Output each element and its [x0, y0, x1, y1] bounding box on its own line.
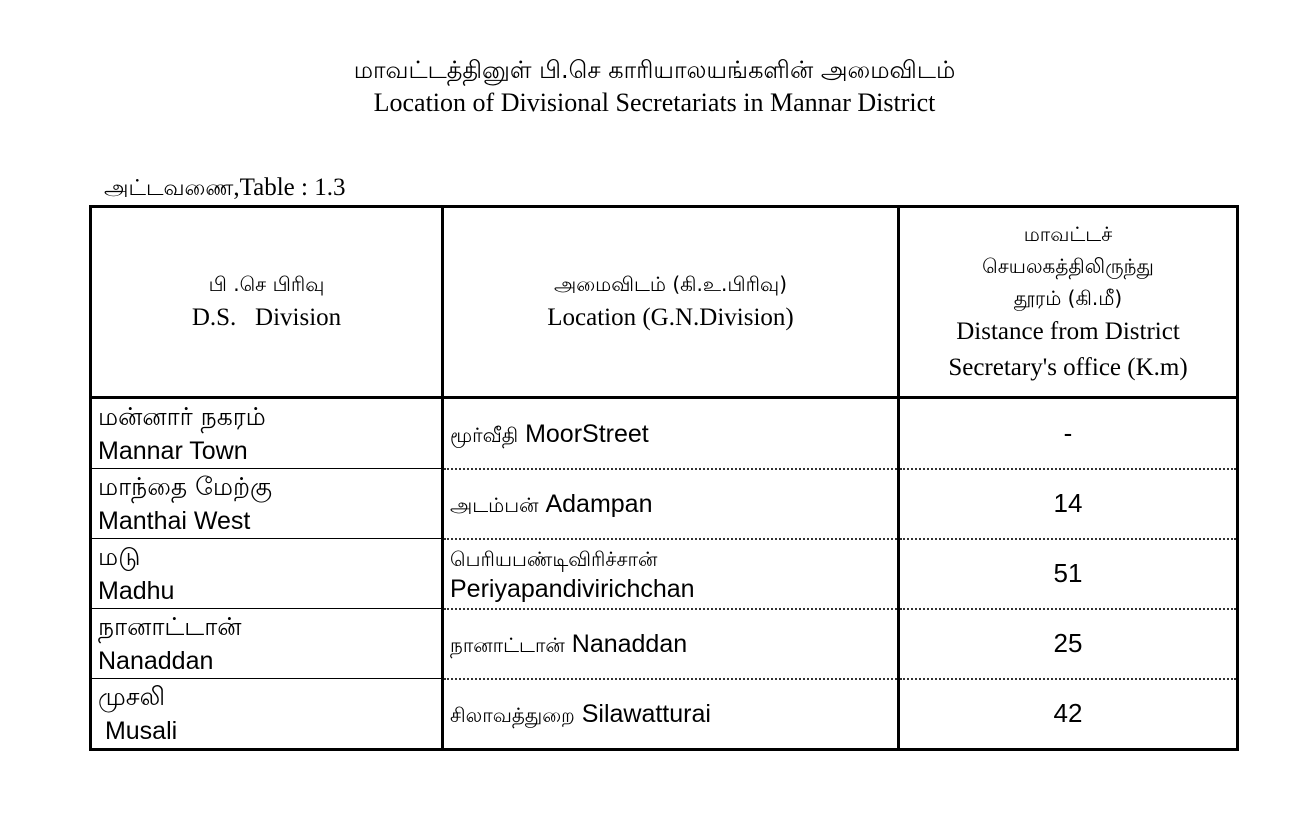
ds-name-tamil: மன்னார் நகரம் [98, 402, 266, 431]
ds-name-english: Madhu [98, 577, 175, 605]
header-distance [899, 207, 1238, 398]
location-tamil: அடம்பன் [450, 493, 539, 517]
ds-cell [91, 539, 443, 609]
ds-name-tamil: முசலி [98, 682, 166, 711]
location-cell [443, 398, 899, 469]
ds-cell [91, 398, 443, 469]
header-distance-tamil-2: செயலகத்திலிருந்து [982, 254, 1154, 278]
distance-cell: 51 [899, 539, 1238, 609]
location-english: Silawatturai [581, 700, 711, 729]
distance-cell: 25 [899, 609, 1238, 679]
ds-location-table [89, 205, 1239, 751]
ds-name-tamil: நானாட்டான் [98, 612, 242, 641]
header-location-english: Location (G.N.Division) [547, 304, 794, 331]
header-distance-tamil-1: மாவட்டச் [1023, 222, 1113, 246]
ds-name-english: Mannar Town [98, 437, 248, 465]
table-label [104, 174, 345, 204]
location-tamil: சிலாவத்துறை [450, 703, 575, 728]
location-english: Adampan [545, 490, 653, 518]
distance-cell: 14 [899, 469, 1238, 539]
table-row [91, 539, 1238, 609]
ds-cell [91, 679, 443, 750]
location-cell [443, 539, 899, 609]
location-cell [443, 609, 899, 679]
table-label-tamil: அட்டவணை [104, 176, 234, 201]
table-label-english: ,Table : 1.3 [233, 174, 346, 201]
ds-name-tamil: மாந்தை மேற்கு [98, 472, 273, 501]
location-tamil: நானாட்டான் [450, 633, 565, 657]
table-row [91, 398, 1238, 469]
ds-name-english: Nanaddan [98, 647, 214, 675]
location-english: MoorStreet [525, 419, 649, 448]
header-distance-english-1: Distance from District [956, 318, 1180, 345]
header-ds-tamil: பி .செ பிரிவு [208, 272, 325, 296]
table-row [91, 609, 1238, 679]
ds-name-english: Manthai West [98, 507, 251, 535]
header-location [443, 207, 899, 398]
page-title-tamil: மாவட்டத்தினுள் பி.செ காரியாலயங்களின் அமைவிடம் [353, 56, 956, 84]
location-cell [443, 679, 899, 750]
ds-name-tamil: மடு [98, 542, 141, 571]
location-english: Periyapandivirichchan [450, 574, 695, 603]
distance-cell: 42 [899, 679, 1238, 750]
ds-cell [91, 609, 443, 679]
header-location-tamil: அமைவிடம் (கி.உ.பிரிவு) [554, 272, 787, 296]
table-row [91, 469, 1238, 539]
location-english: Nanaddan [571, 630, 688, 658]
location-cell [443, 469, 899, 539]
header-row [91, 207, 1238, 398]
location-tamil: பெரியபண்டிவிரிச்சான் [450, 546, 658, 571]
header-distance-english-2: Secretary's office (K.m) [948, 354, 1188, 381]
header-distance-tamil-3: தூரம் (கி.மீ) [1013, 286, 1123, 310]
table-row [91, 679, 1238, 750]
header-ds-english: D.S. Division [191, 304, 342, 331]
distance-cell: - [899, 398, 1238, 469]
ds-name-english: Musali [98, 717, 178, 745]
location-tamil: மூர்வீதி [450, 422, 519, 447]
ds-cell [91, 469, 443, 539]
header-ds-division [91, 207, 443, 398]
page-title-english: Location of Divisional Secretariats in Mannar District [373, 88, 936, 117]
